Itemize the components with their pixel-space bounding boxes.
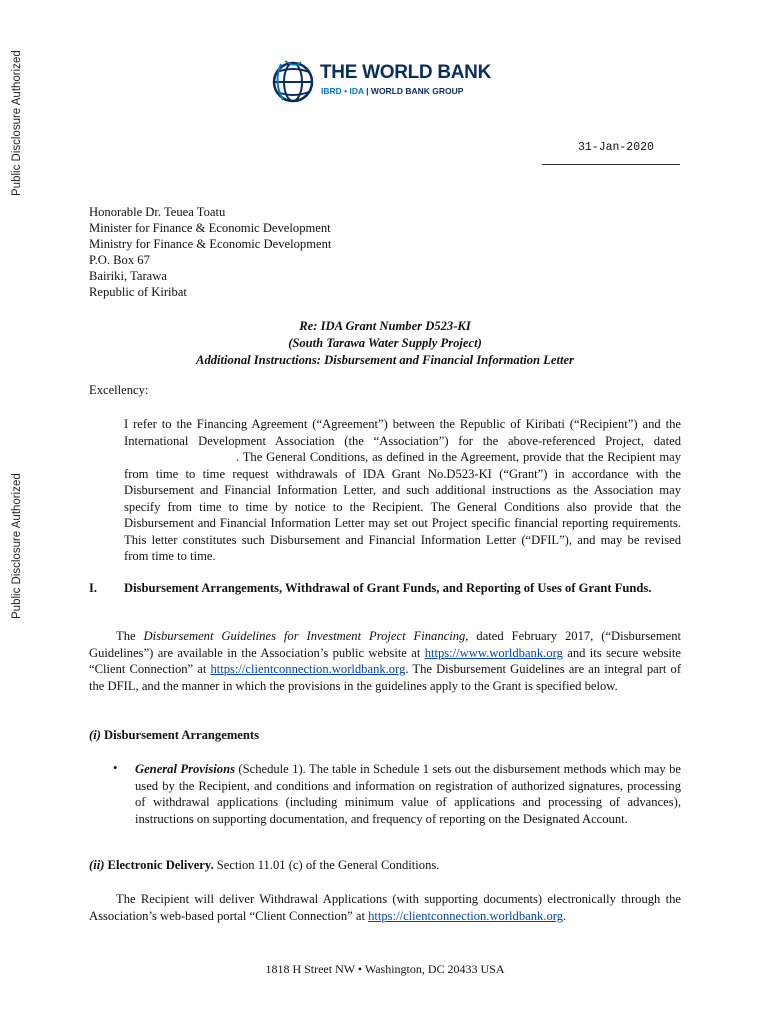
address-line: Ministry for Finance & Economic Development bbox=[89, 237, 332, 251]
electronic-delivery-paragraph: The Recipient will deliver Withdrawal Applications (with supporting documents) electronically through the Association’s web-based portal “Client Connection” at https://clientconnection.worldbank.org. bbox=[89, 892, 681, 923]
subject-line: (South Tarawa Water Supply Project) bbox=[288, 336, 482, 350]
client-connection-link[interactable]: https://clientconnection.worldbank.org bbox=[368, 908, 564, 923]
footer-address: 1818 H Street NW • Washington, DC 20433 USA bbox=[265, 962, 505, 976]
disclosure-label-middle: Public Disclosure Authorized bbox=[11, 473, 23, 619]
subject-block bbox=[89, 318, 681, 369]
logo-name: THE WORLD BANK bbox=[320, 62, 492, 83]
worldbank-link[interactable]: https://www.worldbank.org bbox=[424, 645, 563, 660]
address-line: Minister for Finance & Economic Development bbox=[89, 221, 331, 235]
subheading-disbursement-arrangements: (i) Disbursement Arrangements bbox=[89, 728, 259, 742]
intro-paragraph: I refer to the Financing Agreement (“Agreement”) between the Republic of Kiribati (“Recipient”) and the International Development Association (the “Association”) for the above-referenced Project, dated. The General Conditions, as defined in the Agreement, provide that the Recipient may from time to time request withdrawals of IDA Grant No.D523-KI (“Grant”) in accordance with the Disbursement and Financial Information Letter, and such additional instructions as the Association may specify from time to time by notice to the Recipient. The General Conditions also provide that the Disbursement and Financial Information Letter may set out Project specific financial reporting requirements. This letter constitutes such Disbursement and Financial Information Letter (“DFIL”), and may be revised from time to time. bbox=[124, 417, 681, 563]
address-line: Republic of Kiribat bbox=[89, 285, 187, 299]
general-provisions-paragraph: General Provisions (Schedule 1). The table in Schedule 1 sets out the disbursement methods which may be used by the Recipient, and conditions and information on registration of authorized signatures, processing of withdrawal applications (including minimum value of applications and processing of advances), instructions on supporting documentation, and frequency of reporting on the Designated Account. bbox=[135, 762, 681, 826]
address-line: Bairiki, Tarawa bbox=[89, 269, 167, 283]
address-line: P.O. Box 67 bbox=[89, 253, 150, 267]
bullet-icon: • bbox=[113, 761, 118, 775]
section-number: I. bbox=[89, 581, 98, 595]
address-line: Honorable Dr. Teuea Toatu bbox=[89, 205, 226, 219]
world-bank-logo bbox=[271, 56, 511, 108]
subject-line: Re: IDA Grant Number D523-KI bbox=[299, 319, 471, 333]
subject-line: Additional Instructions: Disbursement and Financial Information Letter bbox=[196, 353, 574, 367]
logo-subtitle: IBRD • IDA | WORLD BANK GROUP bbox=[321, 86, 464, 96]
disclosure-label-top: Public Disclosure Authorized bbox=[11, 50, 23, 196]
section-title: Disbursement Arrangements, Withdrawal of Grant Funds, and Reporting of Uses of Grant Funds. bbox=[124, 581, 652, 595]
salutation: Excellency: bbox=[89, 383, 149, 397]
subheading-electronic-delivery: (ii) Electronic Delivery. Section 11.01 (c) of the General Conditions. bbox=[89, 858, 440, 872]
recipient-address bbox=[89, 204, 331, 300]
globe-icon bbox=[271, 58, 315, 106]
date-underline bbox=[542, 164, 680, 165]
letter-date: 31-Jan-2020 bbox=[578, 141, 654, 154]
client-connection-link[interactable]: https://clientconnection.worldbank.org bbox=[210, 662, 406, 676]
guidelines-paragraph: The Disbursement Guidelines for Investment Project Financing, dated February 2017, (“Disbursement Guidelines”) are available in the Association’s public website at https://www.worldbank.org and its secure website “Client Connection” at https://clientconnection.worldbank.org. The Disbursement Guidelines are an integral part of the DFIL, and the manner in which the provisions in the guidelines apply to the Grant is specified below. bbox=[89, 629, 682, 693]
